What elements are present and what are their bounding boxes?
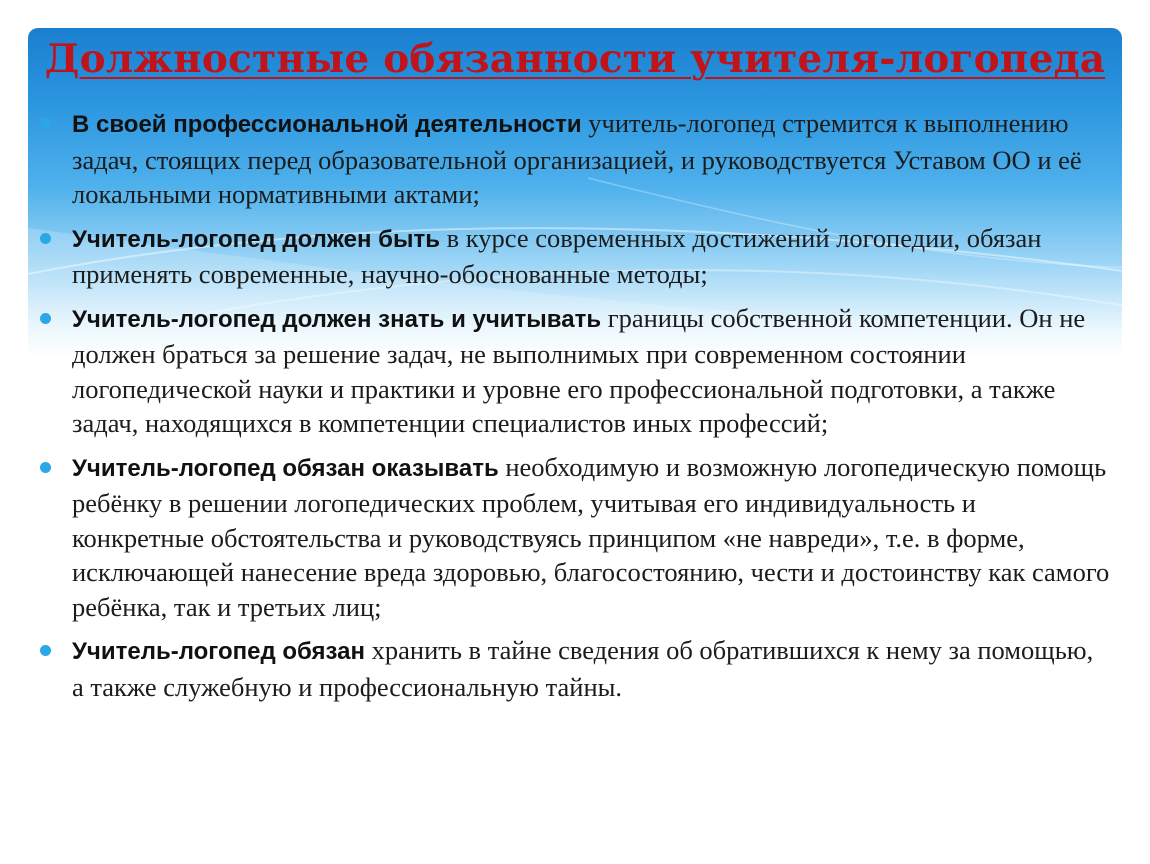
item-lead: Учитель-логопед должен быть (72, 225, 440, 253)
item-text: учитель-логопед стремится к выполнению задач, стоящих перед образовательной организацией, и руководствуется Уставом ОО и её локальными нормативными актами; (72, 108, 1082, 209)
item-lead: В своей профессиональной деятельности (72, 111, 582, 138)
bullet-dot-icon (40, 233, 51, 244)
list-item (40, 221, 1110, 292)
item-text: хранить в тайне сведения об обратившихся к нему за помощью, а также служебную и профессиональную тайны. (72, 635, 1094, 702)
list-item (40, 450, 1110, 625)
slide-title: Должностные обязанности учителя-логопеда (44, 36, 1106, 82)
item-lead: Учитель-логопед обязан оказывать (72, 454, 499, 482)
bullet-dot-icon (40, 462, 51, 473)
list-item (40, 106, 1110, 212)
item-text: границы собственной компетенции. Он не должен браться за решение задач, не выполнимых при современном состоянии логопедической науки и практики и уровне его профессиональной подготовки, а также задач, находящихся в компетенции специалистов иных профессий; (72, 302, 1086, 438)
list-item (40, 633, 1110, 704)
item-lead: Учитель-логопед должен знать и учитывать (72, 305, 602, 333)
list-item (40, 301, 1110, 441)
item-text: в курсе современных достижений логопедии, обязан применять современные, научно-обоснованные методы; (72, 222, 1042, 289)
duties-list (40, 106, 1110, 713)
bullet-dot-icon (40, 118, 51, 129)
bullet-dot-icon (40, 645, 51, 656)
item-text: необходимую и возможную логопедическую помощь ребёнку в решении логопедических проблем, учитывая его индивидуальность и конкретные обстоятельства и руководствуясь принципом «не навреди», т.е. в форме, исключающей нанесение вреда здоровью, благосостоянию, чести и достоинству как самого ребёнка, так и третьих лиц; (72, 451, 1110, 622)
item-lead: Учитель-логопед обязан (72, 638, 366, 665)
bullet-dot-icon (40, 313, 51, 324)
